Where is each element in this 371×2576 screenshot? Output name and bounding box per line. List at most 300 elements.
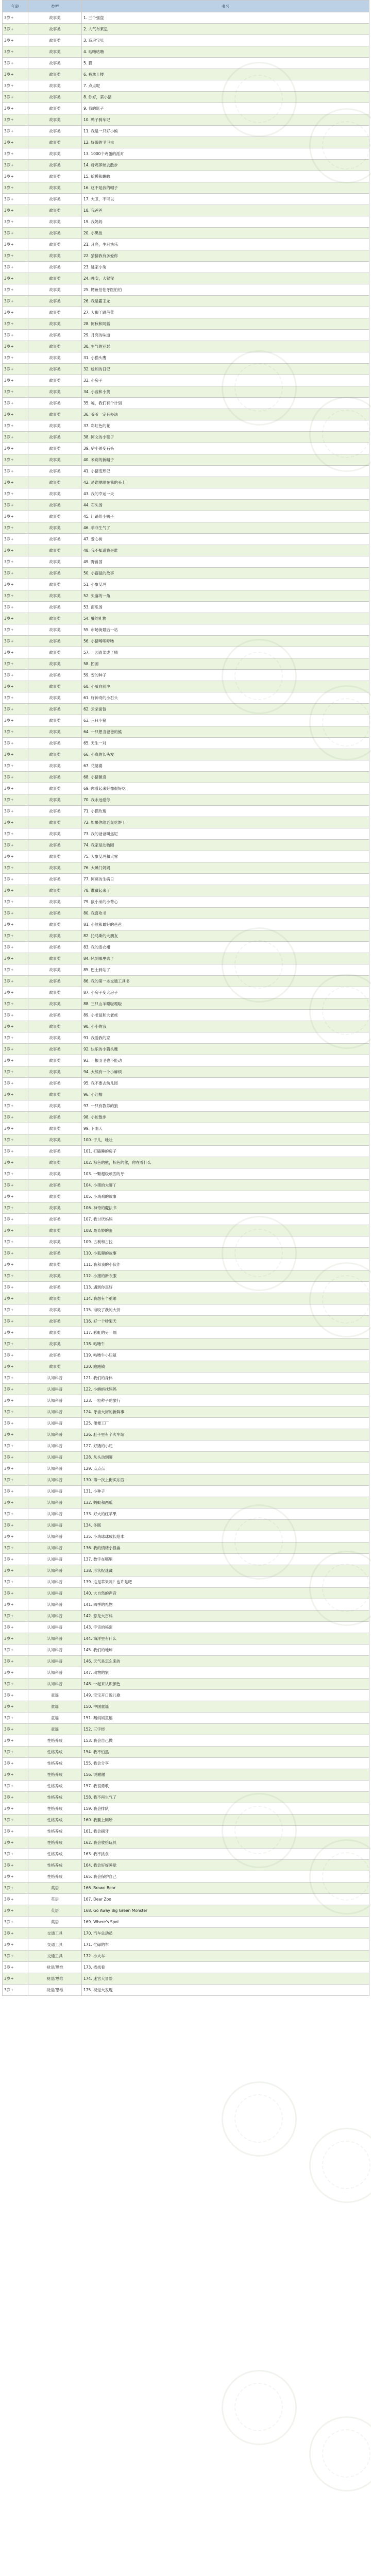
row-age-cell: 3岁+ <box>3 840 28 851</box>
row-age-cell: 3岁+ <box>3 443 28 454</box>
row-category-cell: 视觉/思维 <box>28 1985 82 1996</box>
row-title-cell: 166. Brown Bear <box>82 1883 369 1894</box>
row-age-cell: 3岁+ <box>3 432 28 443</box>
table-row <box>3 1973 369 1985</box>
row-title-cell: 57. 一园青菜成了精 <box>82 647 369 658</box>
row-age-cell: 3岁+ <box>3 1055 28 1066</box>
row-category-cell: 视觉/思维 <box>28 1962 82 1973</box>
row-title-cell: 75. 大象艾玛和大雪 <box>82 851 369 862</box>
row-title-cell: 170. 汽车总动员 <box>82 1928 369 1939</box>
table-row <box>3 522 369 534</box>
row-age-cell: 3岁+ <box>3 1486 28 1497</box>
row-title-cell: 55. 市场街最后一站 <box>82 624 369 636</box>
row-title-cell: 16. 这不是我的帽子 <box>82 182 369 194</box>
row-title-cell: 50. 小鼹鼠的故事 <box>82 568 369 579</box>
row-category-cell: 故事类 <box>28 976 82 987</box>
row-category-cell: 故事类 <box>28 726 82 738</box>
row-title-cell: 72. 如果你给老鼠吃饼干 <box>82 817 369 828</box>
row-category-cell: 故事类 <box>28 828 82 840</box>
row-category-cell: 故事类 <box>28 420 82 432</box>
row-category-cell: 故事类 <box>28 273 82 284</box>
row-category-cell: 认知科普 <box>28 1463 82 1475</box>
row-title-cell: 97. 一只有教养的狼 <box>82 1100 369 1112</box>
row-title-cell: 45. 让路给小鸭子 <box>82 511 369 522</box>
row-age-cell: 3岁+ <box>3 1497 28 1509</box>
table-row <box>3 613 369 624</box>
row-title-cell: 5. 猫 <box>82 58 369 69</box>
row-category-cell: 故事类 <box>28 1225 82 1236</box>
row-age-cell: 3岁+ <box>3 1100 28 1112</box>
row-category-cell: 故事类 <box>28 908 82 919</box>
row-category-cell: 故事类 <box>28 12 82 24</box>
table-row <box>3 851 369 862</box>
table-row <box>3 681 369 692</box>
row-title-cell: 40. 米莉的新帽子 <box>82 454 369 466</box>
row-title-cell: 167. Dear Zoo <box>82 1894 369 1905</box>
row-age-cell: 3岁+ <box>3 46 28 58</box>
row-title-cell: 18. 我爸爸 <box>82 205 369 216</box>
row-title-cell: 148. 一起来认识颜色 <box>82 1679 369 1690</box>
row-category-cell: 故事类 <box>28 681 82 692</box>
row-age-cell: 3岁+ <box>3 58 28 69</box>
row-category-cell: 故事类 <box>28 148 82 160</box>
table-row <box>3 1361 369 1372</box>
row-title-cell: 120. 跑跑镇 <box>82 1361 369 1372</box>
table-row <box>3 1883 369 1894</box>
row-title-cell: 25. 鳄鱼怕怕牙医怕怕 <box>82 284 369 296</box>
row-category-cell: 故事类 <box>28 1123 82 1134</box>
row-category-cell: 故事类 <box>28 296 82 307</box>
row-title-cell: 68. 小猪佩奇 <box>82 772 369 783</box>
row-title-cell: 108. 最奇妙的蛋 <box>82 1225 369 1236</box>
row-title-cell: 111. 我和我的小伙伴 <box>82 1259 369 1270</box>
row-category-cell: 故事类 <box>28 1338 82 1350</box>
table-row <box>3 738 369 749</box>
row-category-cell: 故事类 <box>28 171 82 182</box>
row-age-cell: 3岁+ <box>3 919 28 930</box>
row-age-cell: 3岁+ <box>3 1406 28 1418</box>
row-age-cell: 3岁+ <box>3 692 28 704</box>
row-title-cell: 117. 彩虹的另一端 <box>82 1327 369 1338</box>
row-title-cell: 56. 小猪唏哩呼噜 <box>82 636 369 647</box>
row-age-cell: 3岁+ <box>3 1599 28 1611</box>
table-row <box>3 953 369 964</box>
row-category-cell: 认知科普 <box>28 1429 82 1440</box>
table-row <box>3 602 369 613</box>
row-category-cell: 认知科普 <box>28 1531 82 1543</box>
table-row <box>3 760 369 772</box>
row-category-cell: 故事类 <box>28 885 82 896</box>
row-age-cell: 3岁+ <box>3 930 28 942</box>
row-age-cell: 3岁+ <box>3 307 28 318</box>
row-category-cell: 认知科普 <box>28 1622 82 1633</box>
table-row <box>3 1180 369 1191</box>
row-title-cell: 44. 石头汤 <box>82 500 369 511</box>
row-category-cell: 故事类 <box>28 579 82 590</box>
table-row <box>3 171 369 182</box>
row-category-cell: 性格养成 <box>28 1860 82 1871</box>
row-title-cell: 48. 我不知道我是谁 <box>82 545 369 556</box>
row-title-cell: 20. 小黑鱼 <box>82 228 369 239</box>
row-age-cell: 3岁+ <box>3 942 28 953</box>
row-category-cell: 故事类 <box>28 1259 82 1270</box>
row-category-cell: 故事类 <box>28 250 82 262</box>
table-row <box>3 1010 369 1021</box>
row-title-cell: 149. 宝宝开口说儿歌 <box>82 1690 369 1701</box>
row-category-cell: 故事类 <box>28 545 82 556</box>
row-title-cell: 101. 打瞌睡的房子 <box>82 1146 369 1157</box>
row-category-cell: 故事类 <box>28 783 82 794</box>
table-row <box>3 318 369 330</box>
row-age-cell: 3岁+ <box>3 522 28 534</box>
row-age-cell: 3岁+ <box>3 352 28 364</box>
row-title-cell: 47. 爱心树 <box>82 534 369 545</box>
row-age-cell: 3岁+ <box>3 35 28 46</box>
row-category-cell: 故事类 <box>28 556 82 568</box>
table-row <box>3 420 369 432</box>
row-title-cell: 156. 说谢谢 <box>82 1769 369 1781</box>
table-row <box>3 1667 369 1679</box>
row-title-cell: 74. 我家是动物园 <box>82 840 369 851</box>
table-row <box>3 1066 369 1078</box>
row-age-cell: 3岁+ <box>3 1985 28 1996</box>
table-row <box>3 1928 369 1939</box>
row-title-cell: 31. 小猫头鹰 <box>82 352 369 364</box>
row-category-cell: 故事类 <box>28 998 82 1010</box>
table-row <box>3 749 369 760</box>
row-category-cell: 故事类 <box>28 987 82 998</box>
row-title-cell: 9. 我的影子 <box>82 103 369 114</box>
table-row <box>3 1962 369 1973</box>
row-age-cell: 3岁+ <box>3 806 28 817</box>
table-row <box>3 1520 369 1531</box>
row-title-cell: 110. 小狐狸的故事 <box>82 1248 369 1259</box>
row-category-cell: 故事类 <box>28 466 82 477</box>
book-list-table <box>2 0 369 1996</box>
row-title-cell: 122. 小蝌蚪找妈妈 <box>82 1384 369 1395</box>
row-category-cell: 故事类 <box>28 874 82 885</box>
row-category-cell: 故事类 <box>28 1361 82 1372</box>
row-age-cell: 3岁+ <box>3 590 28 602</box>
row-age-cell: 3岁+ <box>3 103 28 114</box>
row-title-cell: 127. 好饿的小蛇 <box>82 1440 369 1452</box>
row-category-cell: 故事类 <box>28 942 82 953</box>
row-category-cell: 性格养成 <box>28 1871 82 1883</box>
row-title-cell: 147. 动物的家 <box>82 1667 369 1679</box>
row-age-cell: 3岁+ <box>3 1452 28 1463</box>
row-age-cell: 3岁+ <box>3 1554 28 1565</box>
row-age-cell: 3岁+ <box>3 182 28 194</box>
table-row <box>3 1406 369 1418</box>
table-row <box>3 1701 369 1713</box>
row-title-cell: 92. 快乐的小猫头鹰 <box>82 1044 369 1055</box>
table-row <box>3 1338 369 1350</box>
row-title-cell: 136. 我的情绪小怪兽 <box>82 1543 369 1554</box>
table-row <box>3 273 369 284</box>
row-title-cell: 159. 我会排队 <box>82 1803 369 1815</box>
table-row <box>3 1633 369 1645</box>
row-age-cell: 3岁+ <box>3 1667 28 1679</box>
table-row <box>3 1316 369 1327</box>
row-age-cell: 3岁+ <box>3 126 28 137</box>
row-age-cell: 3岁+ <box>3 216 28 228</box>
table-row <box>3 1112 369 1123</box>
row-category-cell: 故事类 <box>28 930 82 942</box>
row-category-cell: 故事类 <box>28 284 82 296</box>
row-category-cell: 故事类 <box>28 488 82 500</box>
row-age-cell: 3岁+ <box>3 1826 28 1837</box>
row-title-cell: 80. 我喜欢书 <box>82 908 369 919</box>
row-age-cell: 3岁+ <box>3 534 28 545</box>
row-age-cell: 3岁+ <box>3 420 28 432</box>
row-category-cell: 故事类 <box>28 1214 82 1225</box>
table-row <box>3 126 369 137</box>
row-age-cell: 3岁+ <box>3 953 28 964</box>
row-category-cell: 故事类 <box>28 454 82 466</box>
row-title-cell: 65. 天生一对 <box>82 738 369 749</box>
row-title-cell: 24. 晚安，大猩猩 <box>82 273 369 284</box>
row-age-cell: 3岁+ <box>3 477 28 488</box>
row-title-cell: 134. 冬眠 <box>82 1520 369 1531</box>
table-row <box>3 454 369 466</box>
table-row <box>3 1248 369 1259</box>
row-age-cell: 3岁+ <box>3 1951 28 1962</box>
row-category-cell: 故事类 <box>28 103 82 114</box>
watermark-mark <box>309 2128 371 2203</box>
table-row <box>3 1826 369 1837</box>
row-category-cell: 故事类 <box>28 160 82 171</box>
row-category-cell: 故事类 <box>28 1032 82 1044</box>
row-title-cell: 7. 点点呢 <box>82 80 369 92</box>
row-age-cell: 3岁+ <box>3 1871 28 1883</box>
row-category-cell: 认知科普 <box>28 1656 82 1667</box>
row-age-cell: 3岁+ <box>3 602 28 613</box>
row-title-cell: 169. Where's Spot <box>82 1917 369 1928</box>
row-title-cell: 73. 我的爸爸叫焦尼 <box>82 828 369 840</box>
table-row <box>3 307 369 318</box>
row-age-cell: 3岁+ <box>3 454 28 466</box>
row-age-cell: 3岁+ <box>3 12 28 24</box>
row-category-cell: 故事类 <box>28 58 82 69</box>
table-row <box>3 896 369 908</box>
row-title-cell: 88. 三只山羊嘎啦嘎啦 <box>82 998 369 1010</box>
row-category-cell: 故事类 <box>28 409 82 420</box>
row-title-cell: 46. 菲菲生气了 <box>82 522 369 534</box>
row-age-cell: 3岁+ <box>3 658 28 670</box>
row-title-cell: 96. 小红帽 <box>82 1089 369 1100</box>
row-title-cell: 138. 形状捉迷藏 <box>82 1565 369 1577</box>
table-row <box>3 1543 369 1554</box>
row-category-cell: 故事类 <box>28 477 82 488</box>
row-title-cell: 70. 我永远爱你 <box>82 794 369 806</box>
row-age-cell: 3岁+ <box>3 1202 28 1214</box>
table-row <box>3 1486 369 1497</box>
row-title-cell: 103. 一颗超级顽固的牙 <box>82 1168 369 1180</box>
row-category-cell: 故事类 <box>28 1270 82 1282</box>
row-age-cell: 3岁+ <box>3 794 28 806</box>
row-category-cell: 故事类 <box>28 851 82 862</box>
row-title-cell: 11. 我是一只好小熊 <box>82 126 369 137</box>
row-age-cell: 3岁+ <box>3 1214 28 1225</box>
row-category-cell: 认知科普 <box>28 1577 82 1588</box>
row-title-cell: 144. 海洋里有什么 <box>82 1633 369 1645</box>
row-category-cell: 故事类 <box>28 738 82 749</box>
row-category-cell: 性格养成 <box>28 1826 82 1837</box>
row-category-cell: 故事类 <box>28 1282 82 1293</box>
row-age-cell: 3岁+ <box>3 1849 28 1860</box>
row-category-cell: 故事类 <box>28 568 82 579</box>
table-row <box>3 1611 369 1622</box>
row-title-cell: 137. 数字在哪里 <box>82 1554 369 1565</box>
row-age-cell: 3岁+ <box>3 1282 28 1293</box>
row-age-cell: 3岁+ <box>3 239 28 250</box>
row-title-cell: 76. 大嗓门妈妈 <box>82 862 369 874</box>
row-title-cell: 116. 好一个吵架天 <box>82 1316 369 1327</box>
table-row <box>3 250 369 262</box>
row-age-cell: 3岁+ <box>3 964 28 976</box>
row-age-cell: 3岁+ <box>3 1509 28 1520</box>
row-category-cell: 认知科普 <box>28 1633 82 1645</box>
row-age-cell: 3岁+ <box>3 364 28 375</box>
table-row <box>3 976 369 987</box>
row-category-cell: 性格养成 <box>28 1781 82 1792</box>
table-row <box>3 1225 369 1236</box>
row-category-cell: 故事类 <box>28 806 82 817</box>
row-category-cell: 认知科普 <box>28 1565 82 1577</box>
row-category-cell: 视觉/思维 <box>28 1973 82 1985</box>
row-category-cell: 故事类 <box>28 602 82 613</box>
row-category-cell: 故事类 <box>28 1112 82 1123</box>
table-row <box>3 1214 369 1225</box>
row-category-cell: 故事类 <box>28 318 82 330</box>
row-category-cell: 故事类 <box>28 647 82 658</box>
row-category-cell: 认知科普 <box>28 1520 82 1531</box>
row-category-cell: 故事类 <box>28 919 82 930</box>
table-row <box>3 284 369 296</box>
row-title-cell: 12. 好饿的毛毛虫 <box>82 137 369 148</box>
table-row <box>3 1089 369 1100</box>
row-age-cell: 3岁+ <box>3 545 28 556</box>
row-title-cell: 8. 你好，菜小猪 <box>82 92 369 103</box>
row-title-cell: 49. 野兽国 <box>82 556 369 568</box>
table-row <box>3 443 369 454</box>
row-age-cell: 3岁+ <box>3 205 28 216</box>
table-row <box>3 239 369 250</box>
row-title-cell: 124. 牙齿大街的新鲜事 <box>82 1406 369 1418</box>
row-title-cell: 128. 从头动到脚 <box>82 1452 369 1463</box>
row-title-cell: 125. 便便工厂 <box>82 1418 369 1429</box>
row-age-cell: 3岁+ <box>3 1327 28 1338</box>
row-age-cell: 3岁+ <box>3 613 28 624</box>
table-row <box>3 1622 369 1633</box>
row-age-cell: 3岁+ <box>3 262 28 273</box>
row-age-cell: 3岁+ <box>3 568 28 579</box>
row-age-cell: 3岁+ <box>3 1044 28 1055</box>
row-category-cell: 故事类 <box>28 69 82 80</box>
row-title-cell: 29. 月亮的味道 <box>82 330 369 341</box>
table-row <box>3 341 369 352</box>
table-row <box>3 1123 369 1134</box>
row-title-cell: 126. 肚子里有个火车站 <box>82 1429 369 1440</box>
table-row <box>3 1429 369 1440</box>
row-age-cell: 3岁+ <box>3 92 28 103</box>
row-category-cell: 英语 <box>28 1894 82 1905</box>
row-category-cell: 故事类 <box>28 624 82 636</box>
table-row <box>3 817 369 828</box>
table-row <box>3 1939 369 1951</box>
table-row <box>3 1475 369 1486</box>
row-title-cell: 6. 被拿上楼 <box>82 69 369 80</box>
row-category-cell: 故事类 <box>28 1168 82 1180</box>
table-row <box>3 1463 369 1475</box>
table-header-row <box>3 1 369 12</box>
row-age-cell: 3岁+ <box>3 783 28 794</box>
row-age-cell: 3岁+ <box>3 80 28 92</box>
row-category-cell: 认知科普 <box>28 1418 82 1429</box>
row-age-cell: 3岁+ <box>3 817 28 828</box>
row-category-cell: 交通工具 <box>28 1928 82 1939</box>
row-age-cell: 3岁+ <box>3 738 28 749</box>
row-category-cell: 故事类 <box>28 137 82 148</box>
table-row <box>3 987 369 998</box>
row-title-cell: 58. 团圆 <box>82 658 369 670</box>
row-category-cell: 童谣 <box>28 1701 82 1713</box>
table-row <box>3 1849 369 1860</box>
row-category-cell: 故事类 <box>28 1044 82 1055</box>
table-row <box>3 874 369 885</box>
row-category-cell: 故事类 <box>28 24 82 35</box>
row-title-cell: 107. 我讨厌妈妈 <box>82 1214 369 1225</box>
row-title-cell: 64. 一只想当爸爸的熊 <box>82 726 369 738</box>
table-row <box>3 1044 369 1055</box>
row-category-cell: 故事类 <box>28 1202 82 1214</box>
row-category-cell: 故事类 <box>28 794 82 806</box>
row-title-cell: 30. 生气的亚瑟 <box>82 341 369 352</box>
row-age-cell: 3岁+ <box>3 1690 28 1701</box>
table-row <box>3 636 369 647</box>
row-age-cell: 3岁+ <box>3 1191 28 1202</box>
table-row <box>3 783 369 794</box>
row-category-cell: 认知科普 <box>28 1384 82 1395</box>
row-category-cell: 故事类 <box>28 636 82 647</box>
row-category-cell: 故事类 <box>28 239 82 250</box>
row-category-cell: 故事类 <box>28 194 82 205</box>
row-category-cell: 故事类 <box>28 432 82 443</box>
row-age-cell: 3岁+ <box>3 670 28 681</box>
table-row <box>3 35 369 46</box>
row-title-cell: 81. 小熊和最好的爸爸 <box>82 919 369 930</box>
row-category-cell: 故事类 <box>28 35 82 46</box>
row-category-cell: 故事类 <box>28 46 82 58</box>
row-category-cell: 故事类 <box>28 114 82 126</box>
row-category-cell: 故事类 <box>28 216 82 228</box>
row-age-cell: 3岁+ <box>3 398 28 409</box>
row-category-cell: 认知科普 <box>28 1395 82 1406</box>
row-category-cell: 英语 <box>28 1883 82 1894</box>
row-age-cell: 3岁+ <box>3 1973 28 1985</box>
row-title-cell: 38. 阿文的小毯子 <box>82 432 369 443</box>
table-row <box>3 1758 369 1769</box>
row-age-cell: 3岁+ <box>3 1078 28 1089</box>
row-title-cell: 162. 我会收拾玩具 <box>82 1837 369 1849</box>
row-title-cell: 121. 我们的身体 <box>82 1372 369 1384</box>
table-row <box>3 919 369 930</box>
table-row <box>3 1724 369 1735</box>
table-row <box>3 1803 369 1815</box>
row-age-cell: 3岁+ <box>3 1588 28 1599</box>
row-title-cell: 152. 三字经 <box>82 1724 369 1735</box>
row-category-cell: 故事类 <box>28 330 82 341</box>
